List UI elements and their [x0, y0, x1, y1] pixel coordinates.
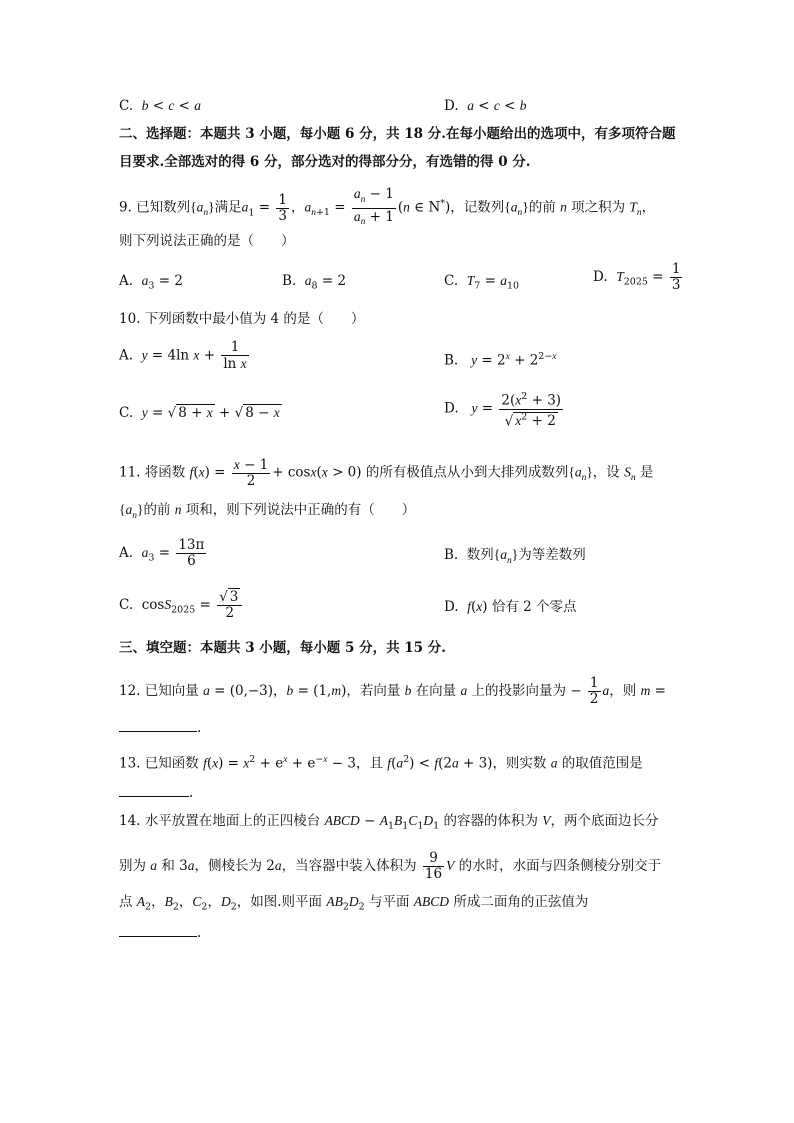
question-10-option-b[interactable]: B. $y = 2^x + 2^{2-x}$	[444, 351, 557, 369]
question-9-option-d[interactable]: D. $T_{2025}$ = $\frac{1}{3}$	[593, 261, 681, 293]
question-11-option-a[interactable]: A. $a_3$ = $\frac{13\pi}{6}$	[119, 537, 205, 569]
question-9-option-b[interactable]: B. $a_8 = 2$	[282, 273, 347, 292]
question-9-stem: 9. 已知数列$\{a_n\}$满足$a_1$ = $\frac{1}{3}$ ，$a_{n+1}$ = $\frac{a_n - 1}{a_n + 1}$ (n ∈ N*)，记数列$\{a_n\}$的前 n 项之积为 $T_n$，	[119, 186, 656, 228]
question-12-blank[interactable]: .	[119, 718, 201, 738]
question-11-option-d[interactable]: D. f(x) 恰有 2 个零点	[444, 599, 577, 615]
question-9-stem-cont: 则下列说法正确的是（ ）	[119, 233, 295, 249]
section-3-title: 三、填空题：本题共 3 小题，每小题 5 分，共 15 分.	[119, 640, 446, 656]
question-10-option-a[interactable]: A. y = 4ln x + $\frac{1}{\text{ln x}}$	[119, 339, 247, 372]
question-14-stem: 14. 水平放置在地面上的正四棱台 ABCD − $A_1B_1C_1D_1$ 的容器的体积为 V，两个底面边长分	[119, 813, 659, 832]
section-2-title-cont: 目要求.全部选对的得 6 分，部分选对的得部分分，有选错的得 0 分.	[119, 154, 531, 170]
question-10-stem: 10. 下列函数中最小值为 4 的是（ ）	[119, 311, 365, 327]
question-14-blank[interactable]: .	[119, 923, 201, 943]
question-11-stem: 11. 将函数 f(x) = $\frac{x - 1}{2}$ + cosx(x > 0) 的所有极值点从小到大排列成数列$\{a_n\}$，设 $S_n$ 是	[119, 457, 654, 489]
question-14-stem-cont2: 点 $A_2$，$B_2$，$C_2$，$D_2$，如图.则平面 $AB_2D_2$ 与平面 ABCD 所成二面角的正弦值为	[119, 894, 589, 913]
option-d-prev: D. a < c < b	[444, 98, 527, 114]
question-12-stem: 12. 已知向量 a = (0,−3)，b = (1,m)，若向量 b 在向量 a 上的投影向量为 − $\frac{1}{2}$ a，则 m =	[119, 675, 666, 707]
question-11-option-c[interactable]: C. cosS$_{2025}$ = $\frac{√ 3}{2}$	[119, 590, 244, 621]
question-13-blank[interactable]: .	[119, 783, 193, 803]
question-14-stem-cont1: 别为 a 和 3a，侧棱长为 2a，当容器中装入体积为 $\frac{9}{16}$ V 的水时，水面与四条侧棱分别交于	[119, 850, 662, 882]
question-9-option-a[interactable]: A. $a_3 = 2$	[119, 273, 183, 292]
question-9-option-c[interactable]: C. $T_7 = a_{10}$	[444, 273, 520, 292]
question-11-option-b[interactable]: B. 数列$\{a_n\}$为等差数列	[444, 547, 586, 566]
question-10-option-c[interactable]: C. y = √ 8 + x + √ 8 − x	[119, 405, 280, 421]
option-c-prev: C. b < c < a	[119, 98, 202, 114]
question-10-option-d[interactable]: D. y = $\frac{2(x^2 + 3)}{√ x^2 + 2}$	[444, 391, 562, 429]
question-13-stem: 13. 已知函数 $f(x) = x^2 + e^x + e^{-x} - 3$，且 $f(a^2) < f(2a + 3)$，则实数 a 的取值范围是	[119, 754, 643, 772]
question-11-stem-cont: $\{a_n\}$的前 n 项和，则下列说法中正确的有（ ）	[119, 502, 416, 521]
section-2-title: 二、选择题：本题共 3 小题，每小题 6 分，共 18 分.在每小题给出的选项中，有多项符合题	[119, 126, 676, 142]
